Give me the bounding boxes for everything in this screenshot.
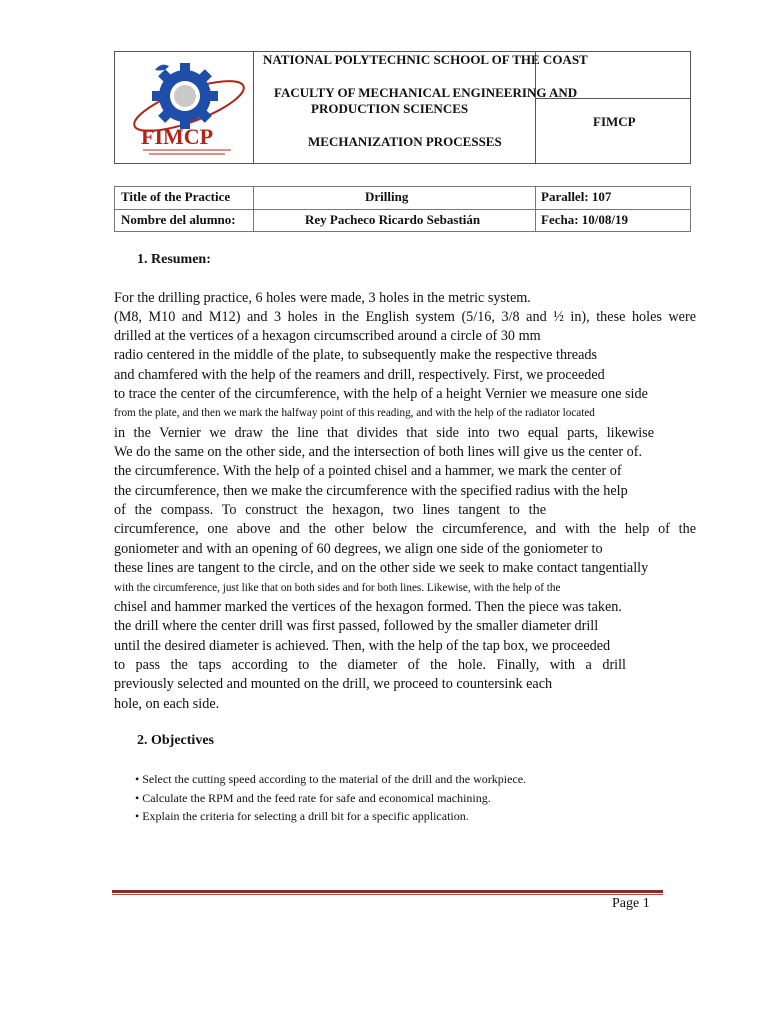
footer-rule [112,890,663,893]
summary-line: hole, on each side. [114,696,220,712]
date-value: Fecha: 10/08/19 [541,212,629,227]
school-name: NATIONAL POLYTECHNIC SCHOOL OF THE COAST [263,52,588,67]
page-number: Page 1 [612,896,650,911]
objectives-heading: 2. Objectives [137,733,214,748]
summary-line: radio centered in the middle of the plate, to subsequently make the respective threads [114,347,597,363]
faculty-line-1: FACULTY OF MECHANICAL ENGINEERING AND [274,85,578,100]
info-divider [115,209,690,210]
summary-line: (M8, M10 and M12) and 3 holes in the English system (5/16, 3/8 and ½ in), these holes were [114,309,696,325]
summary-line: and chamfered with the help of the reamers and drill, respectively. First, we proceeded [114,367,605,383]
parallel-value: Parallel: 107 [541,189,612,204]
course-name: MECHANIZATION PROCESSES [308,134,502,149]
logo-text: FIMCP [141,124,214,149]
summary-line: previously selected and mounted on the drill, we proceed to countersink each [114,676,553,692]
objective-item: • Select the cutting speed according to the material of the drill and the workpiece. [135,772,527,786]
summary-line: to pass the taps according to the diameter of the hole. Finally, with a drill [114,657,626,673]
title-label: Title of the Practice [121,189,231,204]
summary-line: from the plate, and then we mark the halfway point of this reading, and with the help of the radiator located [114,407,595,419]
summary-line: We do the same on the other side, and the intersection of both lines will give us the center of. [114,444,642,460]
practice-info-table [114,186,691,232]
summary-line: until the desired diameter is achieved. Then, with the help of the tap box, we proceeded [114,638,611,654]
summary-line: with the circumference, just like that on both sides and for both lines. Likewise, with the help of the [114,582,561,594]
summary-line: these lines are tangent to the circle, and on the other side we seek to make contact tangentially [114,560,649,576]
summary-line: drilled at the vertices of a hexagon circumscribed around a circle of 30 mm [114,328,541,344]
faculty-code: FIMCP [593,114,636,129]
footer-rule-thin [112,894,663,895]
objective-item: • Explain the criteria for selecting a drill bit for a specific application. [135,809,469,823]
student-label: Nombre del alumno: [121,212,236,227]
summary-line: the circumference, then we make the circumference with the specified radius with the help [114,483,628,499]
summary-line: the circumference. With the help of a pointed chisel and a hammer, we mark the center of [114,463,622,479]
summary-line: in the Vernier we draw the line that divides that side into two equal parts, likewise [114,425,654,441]
header-divider [535,52,536,163]
header-table [114,51,691,164]
summary-line: For the drilling practice, 6 holes were made, 3 holes in the metric system. [114,290,531,306]
student-name: Rey Pacheco Ricardo Sebastián [305,212,481,227]
faculty-line-2: PRODUCTION SCIENCES [311,101,469,116]
summary-heading: 1. Resumen: [137,252,211,267]
summary-line: of the compass. To construct the hexagon, two lines tangent to the [114,502,546,518]
summary-line: goniometer and with an opening of 60 degrees, we align one side of the goniometer to [114,541,603,557]
summary-line: to trace the center of the circumference, with the help of a height Vernier we measure one side [114,386,648,402]
summary-line: the drill where the center drill was first passed, followed by the smaller diameter drill [114,618,599,634]
objective-item: • Calculate the RPM and the feed rate for safe and economical machining. [135,791,491,805]
title-value: Drilling [365,189,409,204]
summary-line: chisel and hammer marked the vertices of the hexagon formed. Then the piece was taken. [114,599,622,615]
header-divider [253,52,254,163]
fimcp-logo [125,56,249,160]
summary-line: circumference, one above and the other below the circumference, and with the help of the [114,521,696,537]
